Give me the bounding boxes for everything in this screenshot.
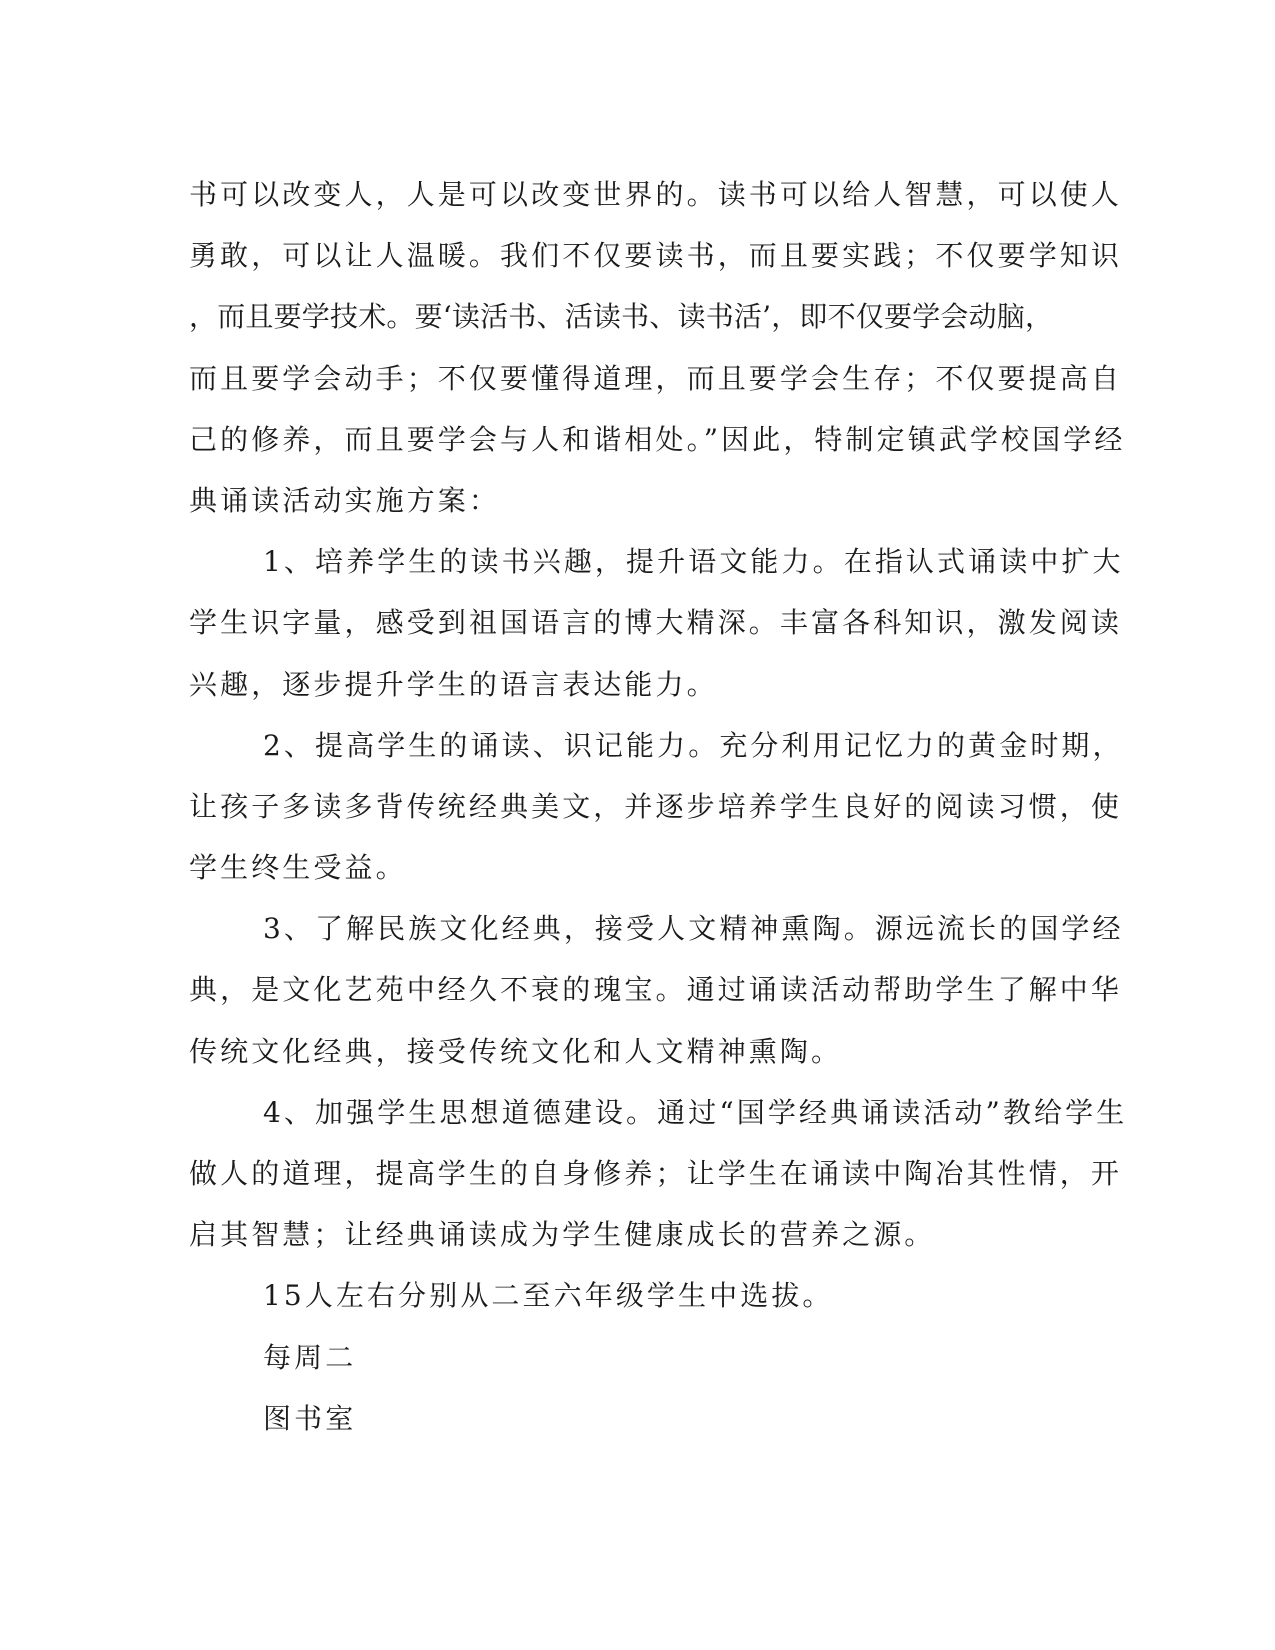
text-line: 做人的道理，提高学生的自身修养；让学生在诵读中陶冶其性情，开 (189, 1157, 1123, 1190)
text-line: 勇敢，可以让人温暖。我们不仅要读书，而且要实践；不仅要学知识 (189, 239, 1123, 273)
text-line: 学生识字量，感受到祖国语言的博大精深。丰富各科知识，激发阅读 (189, 606, 1123, 640)
schedule-line: 每周二 (263, 1340, 357, 1374)
list-item-1-line: 1、培养学生的读书兴趣，提升语文能力。在指认式诵读中扩大 (263, 545, 1124, 579)
text-line: 而且要学会动手；不仅要懂得道理，而且要学会生存；不仅要提高自 (189, 361, 1123, 395)
text-line: ，而且要学技术。要‘读活书、活读书、读书活’，即不仅要学会动脑， (189, 300, 1054, 334)
text-line: 书可以改变人，人是可以改变世界的。读书可以给人智慧，可以使人 (189, 178, 1123, 211)
text-line: 启其智慧；让经典诵读成为学生健康成长的营养之源。 (189, 1218, 936, 1252)
document-body (189, 164, 1128, 1449)
text-line: 己的修养，而且要学会与人和谐相处。”因此，特制定镇武学校国学经 (189, 422, 1126, 456)
list-item-2-line: 2、提高学生的诵读、识记能力。充分利用记忆力的黄金时期， (263, 728, 1124, 762)
text-line: 传统文化经典，接受传统文化和人文精神熏陶。 (189, 1034, 843, 1068)
location-line: 图书室 (263, 1401, 357, 1435)
text-line: 让孩子多读多背传统经典美文，并逐步培养学生良好的阅读习惯，使 (189, 789, 1123, 823)
participants-line: 15人左右分别从二至六年级学生中选拔。 (263, 1279, 834, 1313)
text-line: 典诵读活动实施方案： (189, 483, 501, 517)
text-line: 典，是文化艺苑中经久不衰的瑰宝。通过诵读活动帮助学生了解中华 (189, 973, 1123, 1007)
list-item-3-line: 3、了解民族文化经典，接受人文精神熏陶。源远流长的国学经 (263, 912, 1124, 946)
text-line: 学生终生受益。 (189, 851, 407, 885)
list-item-4-line: 4、加强学生思想道德建设。通过“国学经典诵读活动”教给学生 (263, 1095, 1128, 1129)
text-line: 兴趣，逐步提升学生的语言表达能力。 (189, 667, 718, 701)
